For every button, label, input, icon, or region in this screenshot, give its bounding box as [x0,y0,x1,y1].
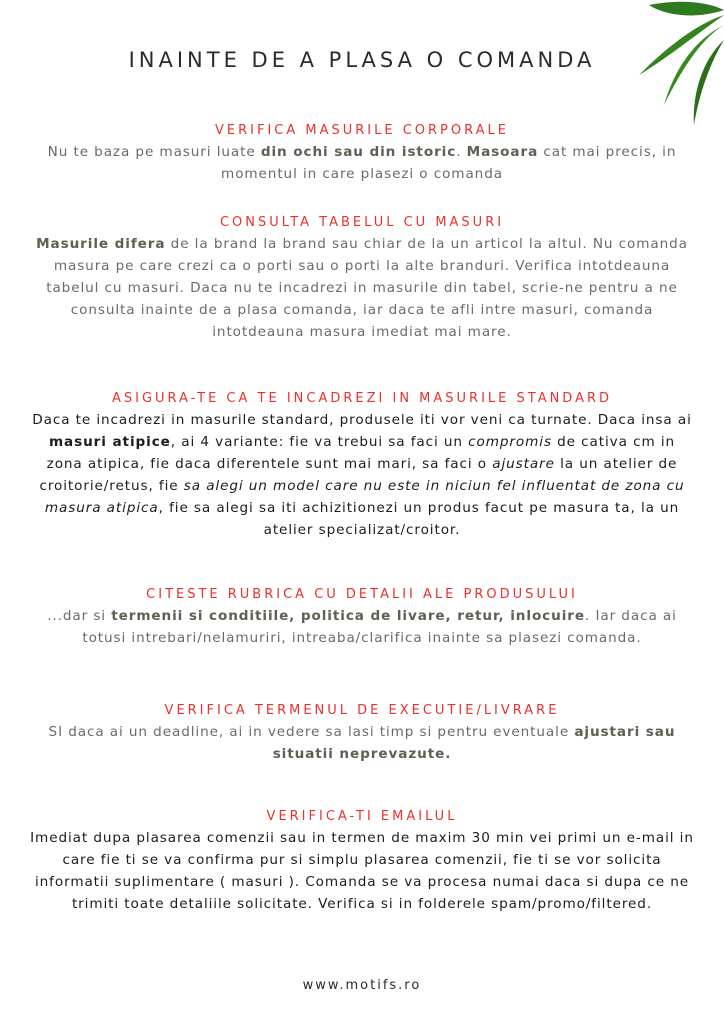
section-heading: VERIFICA MASURILE CORPORALE [215,123,509,138]
page-title: INAINTE DE A PLASA O COMANDA [128,48,596,72]
section-text: Nu te baza pe masuri luate din ochi sau din istoric. Masoara cat mai precis, in momentul in care plasezi o comanda [47,144,677,182]
section-standard-sizes [30,389,694,541]
section-text: Daca te incadrezi in masurile standard, produsele iti vor veni ca turnate. Daca insa ai masuri atipice, ai 4 variante: fie va trebui sa faci un compromis de cativa cm in zona atipica, fie daca diferentele sunt mai mari, sa faci o ajustare la un atelier de croitorie/retus, fie sa alegi un model care nu este in niciun fel influentat de zona cu masura atipica, fie sa alegi sa iti achizitionezi un produs facut pe masura ta, la un atelier specializat/croitor. [32,412,692,538]
section-email [30,807,694,915]
section-text: ...dar si termenii si conditiile, politica de livare, retur, inlocuire. Iar daca ai totusi intrebari/nelamuriri, intreaba/clarifica inainte sa plasezi comanda. [47,608,677,646]
section-heading: ASIGURA-TE CA TE INCADREZI IN MASURILE STANDARD [111,391,613,406]
section-delivery-term [30,701,694,765]
section-heading: CITESTE RUBRICA CU DETALII ALE PRODUSULUI [146,587,578,602]
section-heading: CONSULTA TABELUL CU MASURI [219,215,505,230]
website-link[interactable]: www.motifs.ro [302,978,422,993]
section-text: Imediat dupa plasarea comenzii sau in termen de maxim 30 min vei primi un e-mail in care fie ti se va confirma pur si simplu plasarea comenzii, fie ti se vor solicita informatii suplimentare ( masuri ). Comanda se va procesa numai daca si dupa ce ne trimiti toate detaliile solicitate. Verifica si in folderele spam/promo/filtered. [30,830,694,912]
section-text: Masurile difera de la brand la brand sau chiar de la un articol la altul. Nu comanda masura pe care crezi ca o porti sau o porti la alte branduri. Verifica intotdeauna tabelul cu masuri. Daca nu te incadrezi in masurile din tabel, scrie-ne pentru a ne consulta inainte de a plasa comanda, iar daca te afli intre masuri, comanda intotdeauna masura imediat mai mare. [36,236,688,340]
section-product-details [30,585,694,649]
section-text: SI daca ai un deadline, ai in vedere sa lasi timp si pentru eventuale ajustari sau situatii neprevazute. [48,724,676,762]
section-heading: VERIFICA TERMENUL DE EXECUTIE/LIVRARE [164,703,560,718]
section-body-measurements [30,121,694,185]
section-size-table [30,213,694,343]
section-heading: VERIFICA-TI EMAILUL [266,809,458,824]
